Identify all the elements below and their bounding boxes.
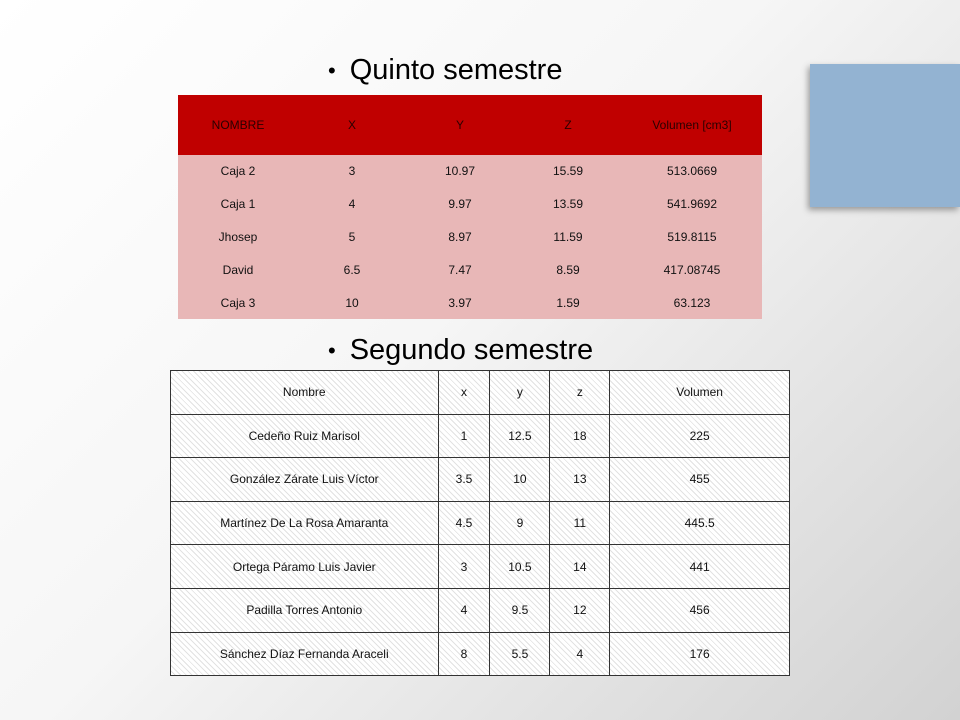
table-row [178,221,762,254]
table-row [171,458,790,502]
table-cell: 4 [298,188,406,221]
column-header: NOMBRE [178,95,298,155]
table-cell: 225 [610,414,790,458]
column-header: Y [406,95,514,155]
table-quinto-semestre [178,95,762,319]
bullet-icon: • [328,337,336,363]
table-cell: 13.59 [514,188,622,221]
table-cell: 5.5 [490,632,550,676]
table-cell: 3 [298,155,406,188]
table-cell: 15.59 [514,155,622,188]
table-cell: 14 [550,545,610,589]
table-cell: Ortega Páramo Luis Javier [171,545,439,589]
heading-segundo-semestre [328,334,593,367]
column-header: x [438,371,490,415]
table-row [171,545,790,589]
column-header: z [550,371,610,415]
column-header: Nombre [171,371,439,415]
table-cell: 176 [610,632,790,676]
table-cell: 9.97 [406,188,514,221]
table-cell: 9 [490,501,550,545]
table-header-row [178,95,762,155]
table-cell: 9.5 [490,588,550,632]
column-header: X [298,95,406,155]
table-cell: 63.123 [622,286,762,319]
table-cell: 10 [490,458,550,502]
table-cell: 445.5 [610,501,790,545]
table-cell: David [178,253,298,286]
table-cell: 11 [550,501,610,545]
table-cell: 12 [550,588,610,632]
table-header-row [171,371,790,415]
table-cell: 456 [610,588,790,632]
table-cell: 455 [610,458,790,502]
table-cell: 10 [298,286,406,319]
table-cell: González Zárate Luis Víctor [171,458,439,502]
table-cell: 11.59 [514,221,622,254]
bullet-icon: • [328,57,336,83]
table-segundo-semestre [170,370,790,676]
table-cell: 8.59 [514,253,622,286]
table-cell: 4.5 [438,501,490,545]
table-cell: Sánchez Díaz Fernanda Araceli [171,632,439,676]
table-cell: 1 [438,414,490,458]
column-header: y [490,371,550,415]
column-header: Volumen [610,371,790,415]
table-cell: Caja 1 [178,188,298,221]
table-row [171,588,790,632]
column-header: Volumen [cm3] [622,95,762,155]
table-cell: 10.5 [490,545,550,589]
table-cell: 8.97 [406,221,514,254]
table-cell: 7.47 [406,253,514,286]
table-cell: 5 [298,221,406,254]
table-cell: 18 [550,414,610,458]
table-row [171,414,790,458]
table-row [171,501,790,545]
table-cell: 541.9692 [622,188,762,221]
table-row [171,632,790,676]
heading-text: Segundo semestre [349,334,594,366]
table-cell: 1.59 [514,286,622,319]
heading-quinto-semestre [328,54,562,87]
decorative-accent-box [810,64,960,207]
table-cell: 3 [438,545,490,589]
table-cell: Caja 3 [178,286,298,319]
table-cell: 513.0669 [622,155,762,188]
table-row [178,253,762,286]
table-cell: Caja 2 [178,155,298,188]
table-cell: 417.08745 [622,253,762,286]
table-cell: 4 [438,588,490,632]
table-cell: 12.5 [490,414,550,458]
table-cell: 3.97 [406,286,514,319]
table-cell: Jhosep [178,221,298,254]
table-row [178,188,762,221]
table-cell: 6.5 [298,253,406,286]
column-header: Z [514,95,622,155]
table-row [178,286,762,319]
table-cell: 519.8115 [622,221,762,254]
heading-text: Quinto semestre [349,54,563,86]
table-cell: Padilla Torres Antonio [171,588,439,632]
table-row [178,155,762,188]
table-cell: Martínez De La Rosa Amaranta [171,501,439,545]
table-cell: 8 [438,632,490,676]
table-cell: 4 [550,632,610,676]
table-cell: 3.5 [438,458,490,502]
table-cell: 13 [550,458,610,502]
table-cell: Cedeño Ruiz Marisol [171,414,439,458]
table-cell: 441 [610,545,790,589]
table-cell: 10.97 [406,155,514,188]
